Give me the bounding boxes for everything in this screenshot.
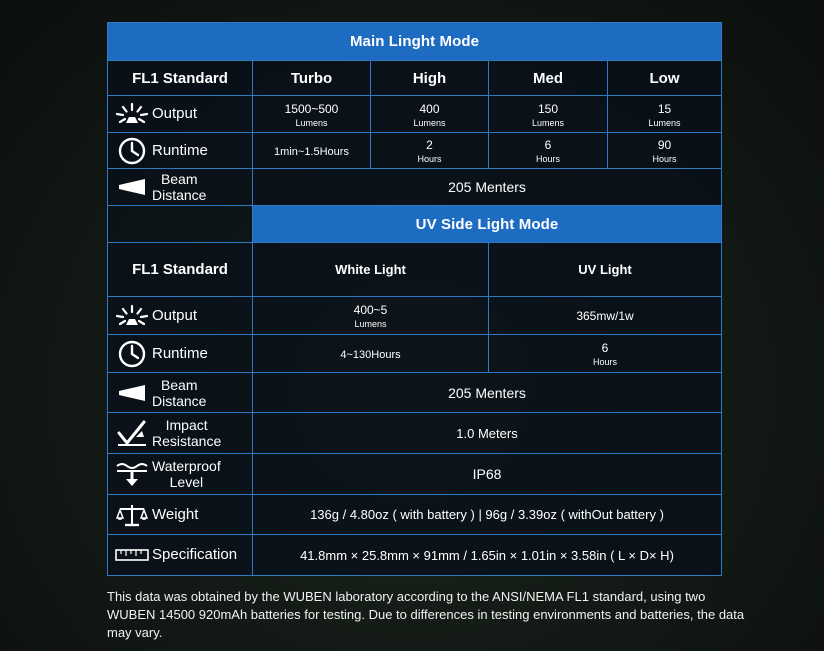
uv-beam-label-cell [108,373,253,413]
spec-table [107,22,722,576]
main-beam-value: 205 Menters [253,169,722,206]
uv-mode-title: UV Side Light Mode [253,206,722,243]
beam-icon [112,378,152,408]
impact-label-2: Resistance [152,433,222,449]
main-beam-label-1: Beam [160,171,198,187]
main-output-label: Output [152,105,198,122]
runtime-high: 2 Hours [371,133,489,169]
main-runtime-label: Runtime [152,141,208,159]
spec-label-cell [108,535,253,576]
main-fl1-label: FL1 Standard [108,61,253,96]
output-low: 15 Lumens [608,96,722,133]
spec-value: 41.8mm × 25.8mm × 91mm / 1.65in × 1.01in × 3.58in ( L × D× H) [253,535,722,576]
uv-beam-label-2: Distance [152,392,207,409]
impact-label-1: Impact [165,417,208,433]
uv-light-header: UV Light [489,243,722,297]
uv-runtime-uv: 6 Hours [489,335,722,373]
waterproof-label-2: Level [169,474,204,490]
main-runtime-label-cell [108,133,253,169]
uv-fl1-label: FL1 Standard [108,243,253,297]
scale-icon [112,500,152,530]
output-med: 150 Lumens [489,96,608,133]
uv-output-label-cell [108,297,253,335]
clock-icon [112,136,152,166]
runtime-turbo: 1min~1.5Hours [253,133,371,169]
spec-label: Specification [152,546,238,563]
impact-icon [112,418,152,448]
output-burst-icon [112,99,152,129]
waterproof-value: IP68 [253,454,722,495]
impact-value: 1.0 Meters [253,413,722,454]
uv-output-white: 400~5 Lumens [253,297,489,335]
uv-banner-spacer [108,206,253,243]
uv-output-uv: 365mw/1w [489,297,722,335]
weight-value: 136g / 4.80oz ( with battery ) | 96g / 3.39oz ( withOut battery ) [253,495,722,535]
uv-runtime-label-cell [108,335,253,373]
footnote: This data was obtained by the WUBEN laboratory according to the ANSI/NEMA FL1 standard, using two WUBEN 14500 920mAh batteries for testing. Due to differences in testing environments and batteries, the data may vary. [107,589,745,640]
output-burst-icon [112,301,152,331]
waterproof-label-1: Waterproof [152,458,221,474]
main-output-label-cell [108,96,253,133]
main-beam-label-cell [108,169,253,206]
mode-med: Med [489,61,608,96]
mode-low: Low [608,61,722,96]
spec-sheet [107,22,721,576]
uv-runtime-white: 4~130Hours [253,335,489,373]
ruler-icon [112,540,152,570]
main-mode-title: Main Linght Mode [108,23,722,61]
white-light-header: White Light [253,243,489,297]
output-high: 400 Lumens [371,96,489,133]
uv-beam-label-1: Beam [160,376,198,393]
mode-high: High [371,61,489,96]
runtime-low: 90 Hours [608,133,722,169]
waterproof-icon [112,459,152,489]
runtime-med: 6 Hours [489,133,608,169]
weight-label-cell [108,495,253,535]
waterproof-label-cell [108,454,253,495]
impact-label-cell [108,413,253,454]
uv-beam-value: 205 Menters [253,373,722,413]
beam-icon [112,172,152,202]
uv-runtime-label: Runtime [152,344,208,362]
main-beam-label-2: Distance [152,187,207,203]
uv-output-label: Output [152,306,198,324]
mode-turbo: Turbo [253,61,371,96]
output-turbo: 1500~500 Lumens [253,96,371,133]
clock-icon [112,339,152,369]
weight-label: Weight [152,505,199,523]
